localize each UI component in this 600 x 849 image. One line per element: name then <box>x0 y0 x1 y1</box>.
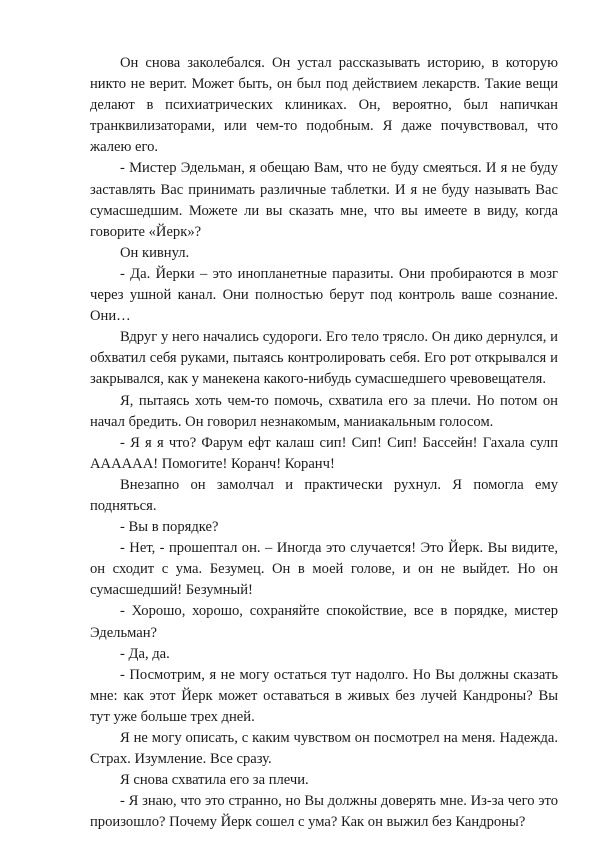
paragraph: - Нет, - прошептал он. – Иногда это случается! Это Йерк. Вы видите, он сходит с ума. Безумец. Он в моей голове, и он не выйдет. Но он сумасшедший! Безумный! <box>90 540 558 599</box>
paragraph: - Я знаю, что это странно, но Вы должны доверять мне. Из-за чего это произошло? Почему Йерк сошел с ума? Как он выжил без Кандроны? <box>90 793 558 831</box>
body-text <box>90 53 558 833</box>
paragraph: - Да. Йерки – это инопланетные паразиты. Они пробираются в мозг через ушной канал. Они полностью берут под контроль ваше сознание. Они… <box>90 265 558 325</box>
paragraph: Я снова схватила его за плечи. <box>120 772 309 789</box>
paragraph: Он кивнул. <box>120 244 190 261</box>
paragraph: - Посмотрим, я не могу остаться тут надолго. Но Вы должны сказать мне: как этот Йерк может оставаться в живых без лучей Кандроны? Вы тут уже больше трех дней. <box>90 666 558 725</box>
paragraph: - Мистер Эдельман, я обещаю Вам, что не буду смеяться. И я не буду заставлять Вас принимать различные таблетки. И я не буду называть Вас сумасшедшим. Можете ли вы сказать мне, что вы имеете в виду, когда говорите «Йерк»? <box>90 160 558 240</box>
paragraph: Внезапно он замолчал и практически рухнул. Я помогла ему подняться. <box>90 476 558 514</box>
paragraph: Я не могу описать, с каким чувством он посмотрел на меня. Надежда. Страх. Изумление. Все сразу. <box>90 730 558 768</box>
paragraph: Я, пытаясь хоть чем-то помочь, схватила его за плечи. Но потом он начал бредить. Он говорил незнакомым, маниакальным голосом. <box>90 392 558 430</box>
paragraph: - Хорошо, хорошо, сохраняйте спокойствие, все в порядке, мистер Эдельман? <box>90 603 558 641</box>
paragraph: Он снова заколебался. Он устал рассказывать историю, в которую никто не верит. Может быть, он был под действием лекарств. Такие вещи делают в психиатрических клиниках. Он, вероятно, был напичкан транквилизаторами, или чем-то подобным. Я даже почувствовал, что жалею его. <box>90 55 558 156</box>
paragraph: - Вы в порядке? <box>120 519 219 536</box>
paragraph: Вдруг у него начались судороги. Его тело трясло. Он дико дернулся, и обхватил себя руками, пытаясь контролировать себя. Его рот открывался и закрывался, как у манекена какого-нибудь сумасшедшего чревовещателя. <box>90 329 558 388</box>
paragraph: - Да, да. <box>120 645 170 662</box>
paragraph: - Я я я что? Фарум ефт калаш сип! Сип! Сип! Бассейн! Гахала сулп АААААА! Помогите! Коранч! Коранч! <box>90 434 558 472</box>
